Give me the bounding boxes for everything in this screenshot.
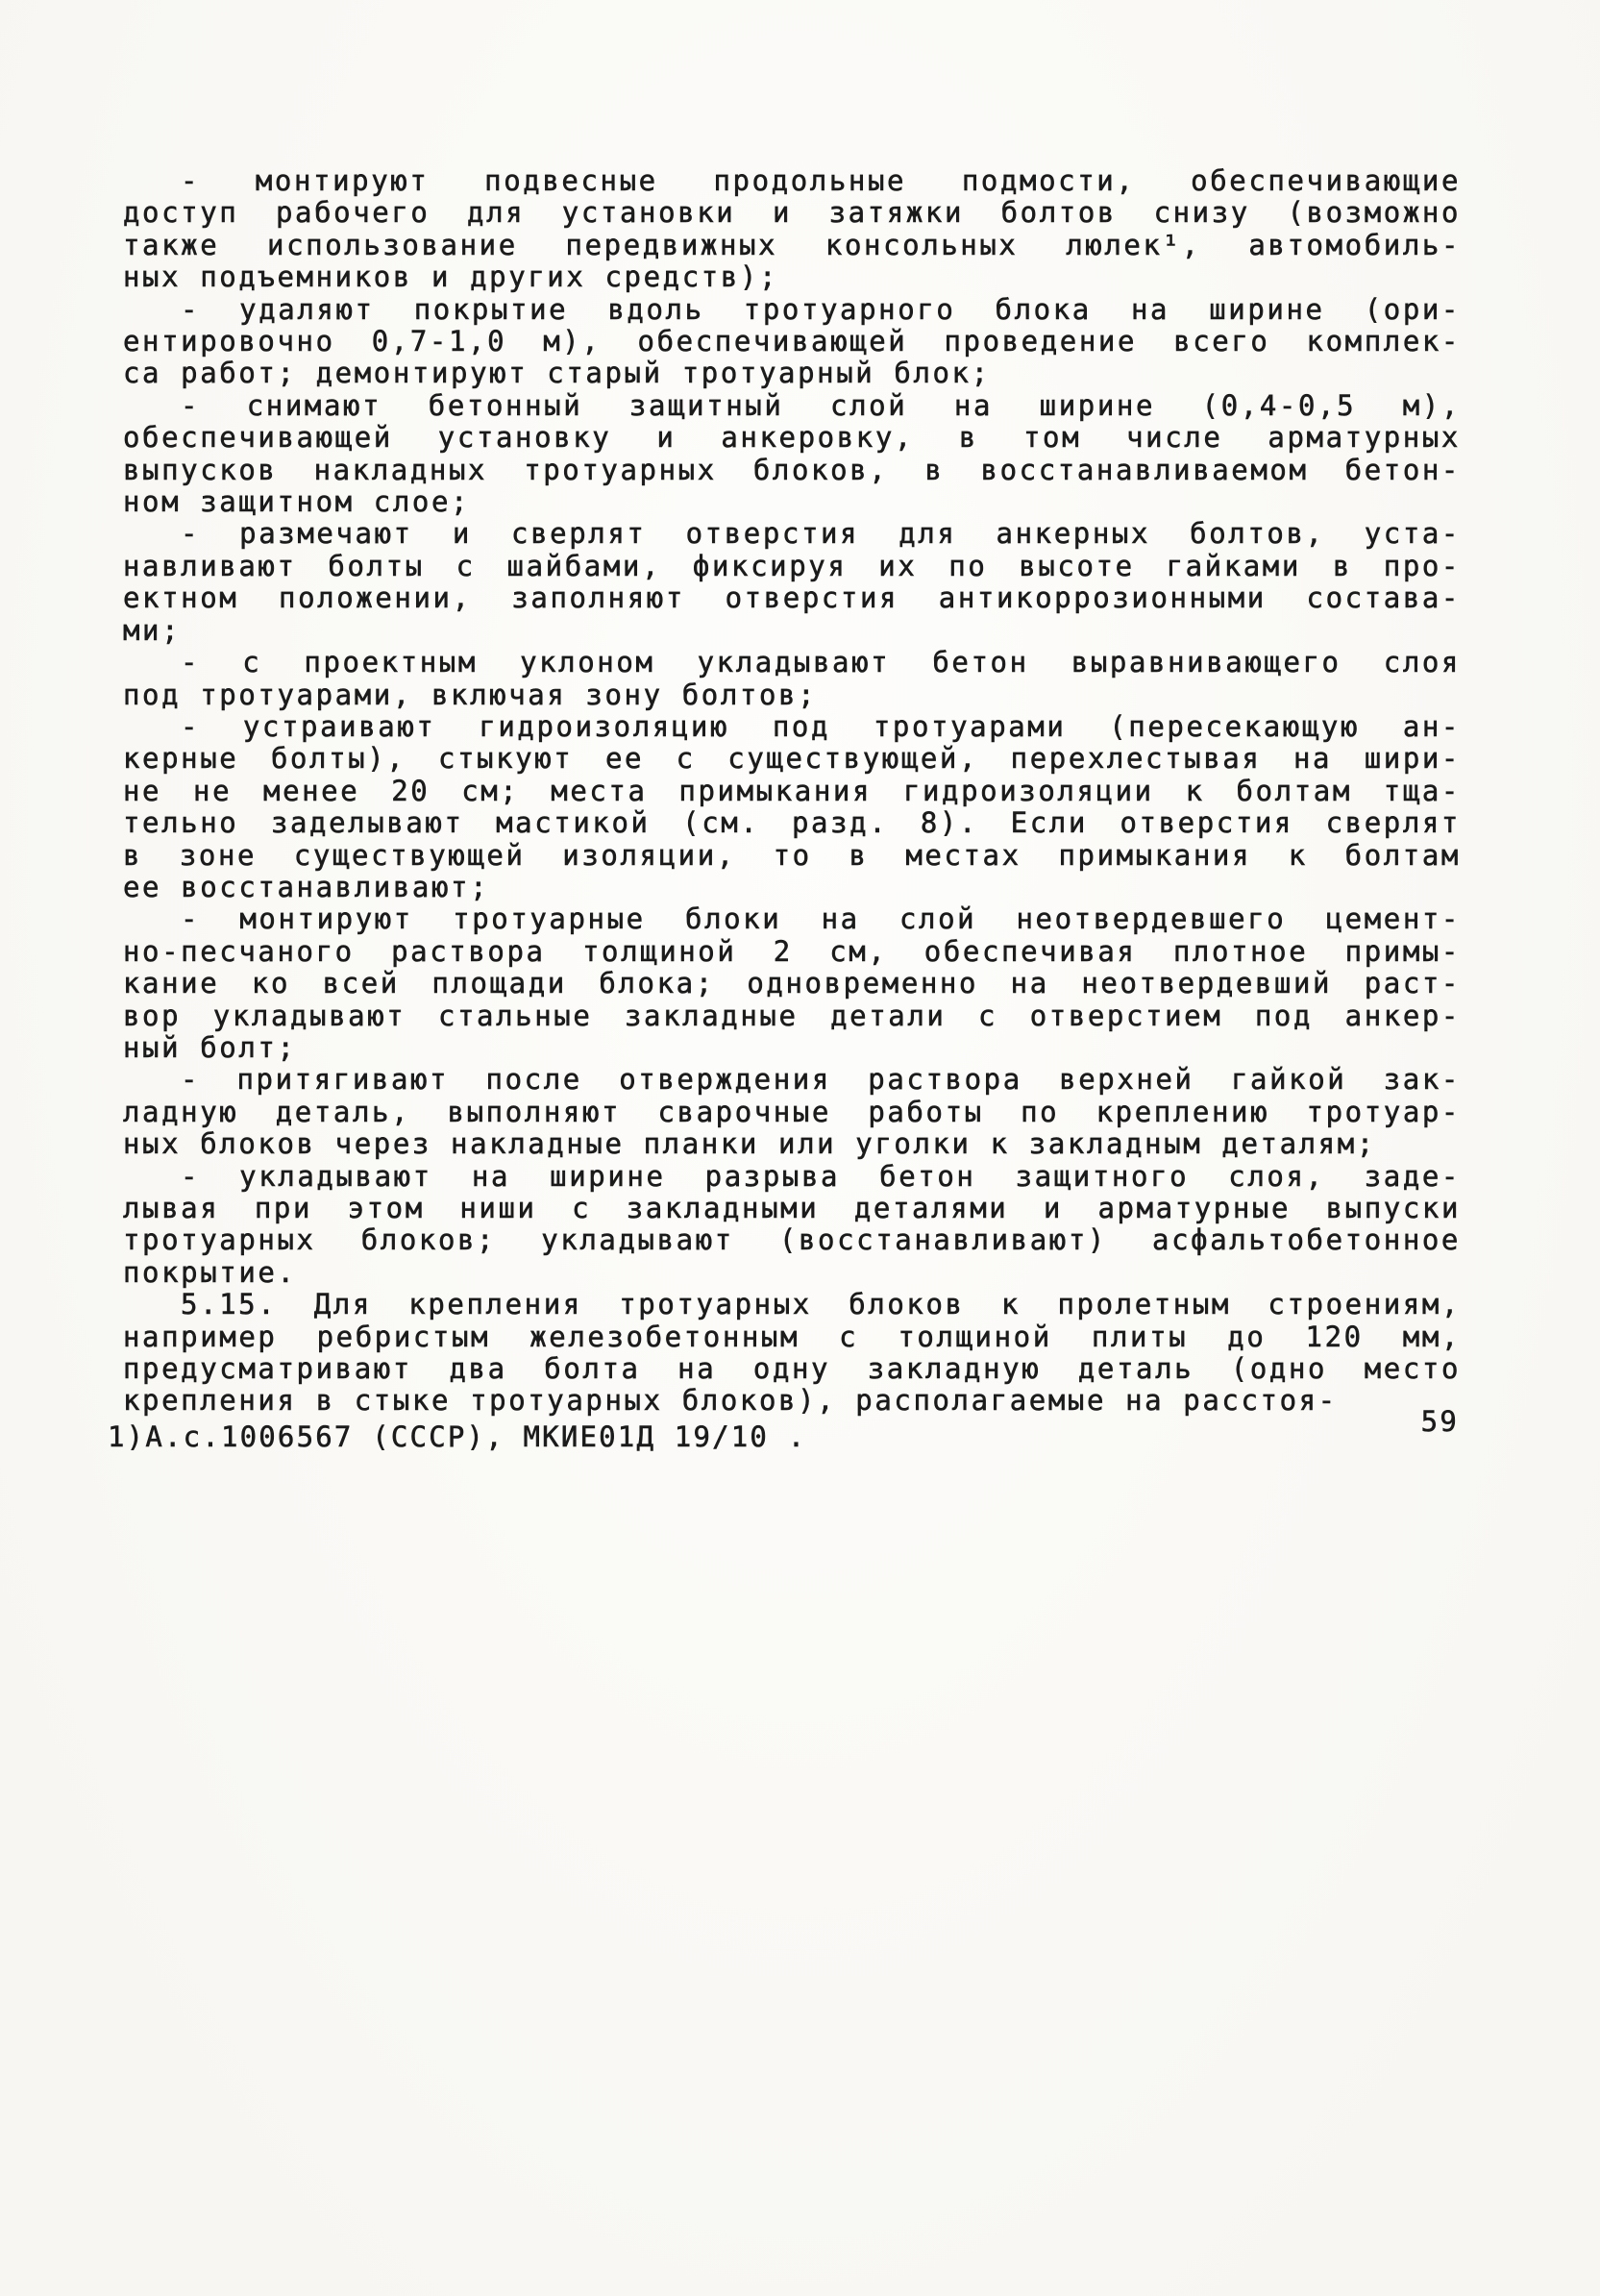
paragraph: [123, 518, 1461, 647]
text-line: не не менее 20 см; места примыкания гидроизоляции к болтам тща-: [123, 774, 1461, 807]
text-line: - притягивают после отверждения раствора верхней гайкой зак-: [181, 1063, 1461, 1097]
text-line: доступ рабочего для установки и затяжки болтов снизу (возможно: [123, 196, 1461, 230]
paragraph: [123, 903, 1461, 1064]
text-line: ном защитном слое;: [123, 485, 471, 519]
paragraph: [123, 647, 1461, 711]
text-line: навливают болты с шайбами, фиксируя их по высоте гайками в про-: [123, 549, 1461, 582]
paragraph: [123, 1064, 1461, 1160]
page-number: 59: [1420, 1404, 1459, 1438]
text-line: выпусков накладных тротуарных блоков, в восстанавливаемом бетон-: [123, 453, 1461, 486]
paragraph: [123, 1161, 1461, 1290]
text-line: обеспечивающей установку и анкеровку, в том числе арматурных: [123, 421, 1461, 455]
text-line: - снимают бетонный защитный слой на ширине (0,4-0,5 м),: [181, 388, 1461, 422]
page-footer: [108, 1404, 1461, 1453]
text-line: также использование передвижных консольных люлек¹, автомобиль-: [123, 228, 1461, 261]
paragraph: [123, 390, 1461, 519]
text-line: - укладывают на ширине разрыва бетон защитного слоя, заде-: [181, 1159, 1461, 1193]
text-line: тельно заделывают мастикой (см. разд. 8). Если отверстия сверлят: [123, 806, 1461, 840]
text-line: ее восстанавливают;: [123, 870, 490, 903]
text-line: ектном положении, заполняют отверстия антикоррозионными состава-: [123, 581, 1461, 615]
text-line: ми;: [123, 613, 182, 647]
text-line: в зоне существующей изоляции, то в местах примыкания к болтам: [123, 838, 1461, 872]
text-line: ных подъемников и других средств);: [123, 260, 779, 294]
text-line: - размечают и сверлят отверстия для анкерных болтов, уста-: [181, 517, 1461, 551]
paragraph: [123, 294, 1461, 390]
text-line: - удаляют покрытие вдоль тротуарного блока на ширине (ори-: [181, 292, 1461, 326]
text-line: - устраивают гидроизоляцию под тротуарами (пересекающую ан-: [181, 709, 1461, 743]
text-line: но-песчаного раствора толщиной 2 см, обеспечивая плотное примы-: [123, 934, 1461, 968]
text-block: [108, 164, 1461, 1453]
text-line: ный болт;: [123, 1030, 297, 1064]
text-line: са работ; демонтируют старый тротуарный блок;: [123, 357, 991, 390]
text-line: ентировочно 0,7-1,0 м), обеспечивающей проведение всего комплек-: [123, 325, 1461, 358]
text-line: - монтируют подвесные продольные подмости, обеспечивающие: [181, 164, 1461, 197]
text-line: кание ко всей площади блока; одновременно на неотвердевший раст-: [123, 967, 1461, 1000]
text-line: ных блоков через накладные планки или уголки к закладным деталям;: [123, 1127, 1376, 1161]
text-line: предусматривают два болта на одну закладную деталь (одно место: [123, 1352, 1461, 1386]
text-line: тротуарных блоков; укладывают (восстанавливают) асфальтобетонное: [123, 1223, 1461, 1257]
paragraph: [123, 711, 1461, 903]
paragraph-container: [123, 165, 1461, 1418]
text-line: покрытие.: [123, 1255, 297, 1289]
text-line: вор укладывают стальные закладные детали с отверстием под анкер-: [123, 999, 1461, 1032]
text-line: - с проектным уклоном укладывают бетон выравнивающего слоя: [181, 646, 1461, 679]
paragraph: [123, 165, 1461, 294]
paragraph: [123, 1289, 1461, 1418]
text-line: керные болты), стыкуют ее с существующей, перехлестывая на шири-: [123, 742, 1461, 776]
text-line: крепления в стыке тротуарных блоков), располагаемые на расстоя-: [123, 1384, 1338, 1418]
footnote: 1)А.с.1006567 (СССР), МКИЕ01Д 19/10 .: [108, 1420, 807, 1453]
text-line: лывая при этом ниши с закладными деталями и арматурные выпуски: [123, 1192, 1461, 1224]
text-line: 5.15. Для крепления тротуарных блоков к пролетным строениям,: [181, 1288, 1461, 1321]
text-line: ладную деталь, выполняют сварочные работы по креплению тротуар-: [123, 1095, 1461, 1128]
text-line: под тротуарами, включая зону болтов;: [123, 678, 818, 711]
text-line: например ребристым железобетонным с толщиной плиты до 120 мм,: [123, 1320, 1461, 1353]
text-line: - монтируют тротуарные блоки на слой неотвердевшего цемент-: [181, 902, 1461, 936]
